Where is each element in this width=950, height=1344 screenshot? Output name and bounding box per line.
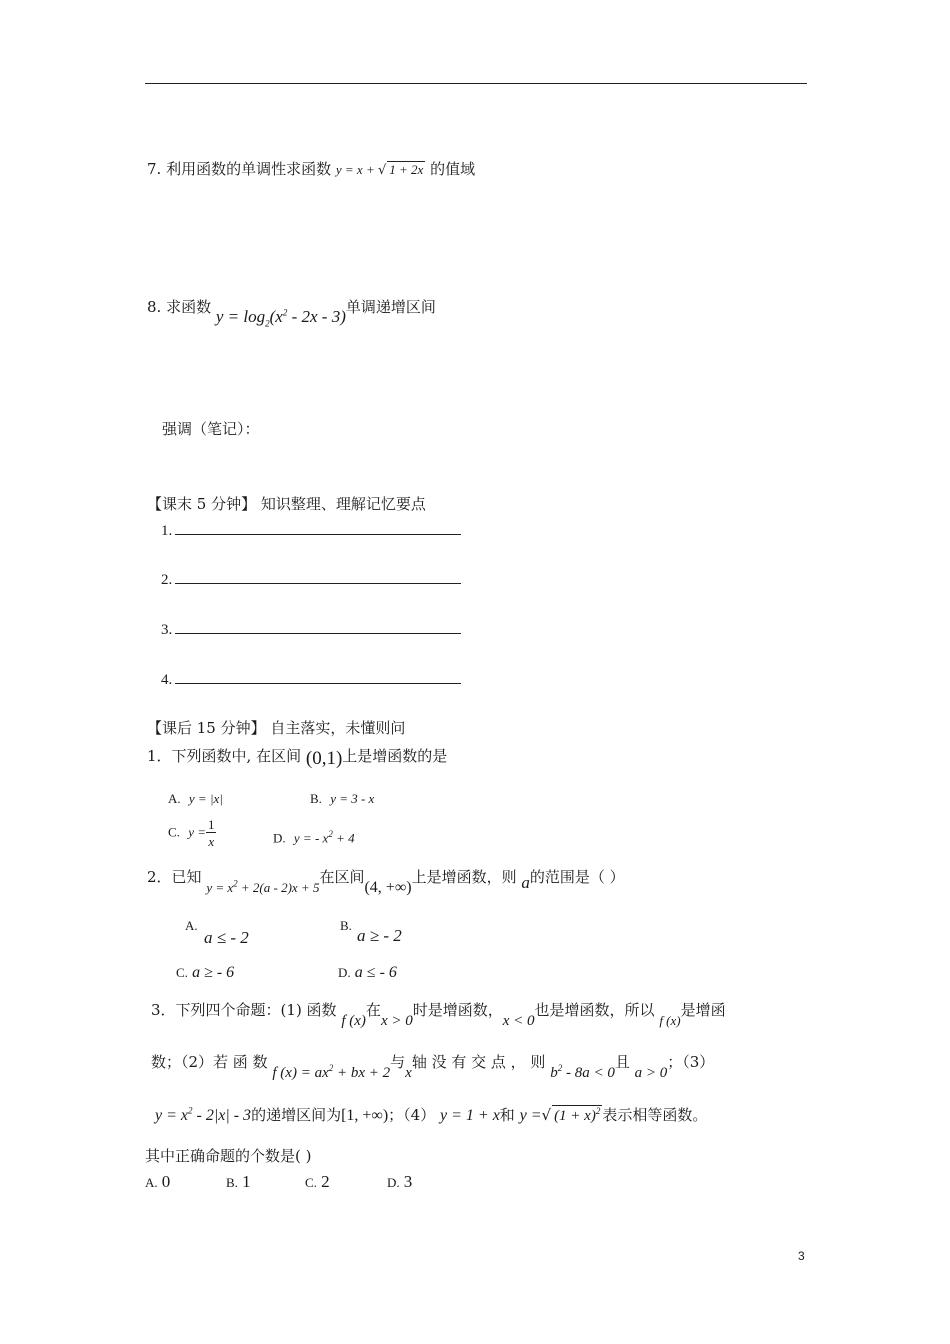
review-heading: 【课末 5 分钟】 知识整理、理解记忆要点 [147, 495, 426, 513]
fill-in-line[interactable] [175, 619, 461, 634]
hw3-function: f $(x) = ax^2$ + bx + 2 [272, 1063, 391, 1081]
hw2-option-d: D. a ≤ - 6 [338, 964, 397, 981]
problem-8-text: 8. 求函数 [147, 298, 212, 316]
hw1-option-a: A. y = |x| [168, 791, 223, 806]
problem-7-text: 7. 利用函数的单调性求函数 [147, 160, 332, 178]
problem-7 [147, 158, 475, 179]
header-rule [145, 83, 807, 84]
hw2-option-b: B. [340, 918, 352, 933]
interval: [1, +∞) [341, 1107, 389, 1124]
problem-7-radicand: 1 + 2x [389, 162, 424, 177]
problem-8-suffix: 单调递增区间 [345, 298, 436, 316]
fill-in-line[interactable] [175, 569, 461, 584]
radicand: $(1 + x)^2$ [554, 1106, 601, 1124]
fill-in-line[interactable] [175, 669, 461, 684]
interval: (4, +∞) [364, 879, 412, 896]
review-item: 4. [161, 669, 461, 689]
hw1-option-d: D. y = - $x^2 + 4$ [273, 829, 355, 846]
review-item: 3. [161, 619, 461, 639]
hw2-option-a-expr: a ≤ - 2 [204, 928, 249, 947]
hw-question-2: 2．已知 $y = x^2 + 2(a - 2)x + 5$在区间(4, +∞)上是增函数，则 a的范围是（ ） [147, 868, 625, 896]
problem-8 [147, 296, 436, 329]
hw-question-3-line-1: 3．下列四个命题：(1) 函数 f (x)在x > 0时是增函数，x < 0也是增函数，所以 f (x)是增函 [151, 1001, 726, 1029]
sqrt-sign: √ [541, 1106, 552, 1124]
hw1-option-c: C. y = $\frac{1}{x}$ [168, 817, 215, 849]
hw2-option-b-expr: a ≥ - 2 [357, 926, 402, 945]
interval: (0,1) [305, 748, 343, 769]
hw1-option-b: B. y = 3 - x [310, 791, 375, 806]
problem-8-formula: $y = \log_2(x^2 - 2x - 3)$ [215, 307, 346, 329]
hw-question-3-line-3: $y = x^2 - 2|x| - 3$的递增区间为[1, +∞)；（4） y = 1 + x和 y =√ $(1 + x)^2$ 表示相等函数。 [155, 1105, 708, 1124]
review-item: 2. [161, 569, 461, 589]
problem-7-formula-lhs: y = x + [335, 162, 378, 177]
hw2-option-a: A. [185, 918, 198, 933]
hw-question-3-line-4: 其中正确命题的个数是( ) [145, 1147, 312, 1165]
hw2-function: $y = x^2 + 2(a - 2)x + 5$ [206, 878, 320, 895]
hw-question-1: 1．下列函数中, 在区间 (0,1)上是增函数的是 [147, 747, 448, 769]
fraction: $\frac{1}{x}$ [207, 817, 215, 849]
problem-7-suffix: 的值域 [430, 160, 476, 178]
hw3-option-a: A. 0 [145, 1172, 171, 1191]
page-number: 3 [798, 1249, 805, 1263]
homework-heading: 【课后 15 分钟】 自主落实，未懂则问 [147, 719, 406, 737]
sqrt-sign: √ [377, 163, 387, 178]
hw-question-3-line-2: 数；（2）若 函 数 f $(x) = ax^2$ + bx + 2与x轴 没 有 交 点 ， 则 $b^2 - 8a < 0$且 a > 0；（3） [151, 1053, 715, 1081]
hw3-option-c: C. 2 [305, 1172, 330, 1191]
notes-label: 强调（笔记）： [162, 420, 260, 438]
fill-in-line[interactable] [175, 520, 461, 535]
hw3-option-d: D. 3 [387, 1172, 413, 1191]
hw2-option-c: C. a ≥ - 6 [176, 964, 235, 981]
hw3-option-b: B. 1 [226, 1172, 251, 1191]
review-item: 1. [161, 520, 461, 540]
